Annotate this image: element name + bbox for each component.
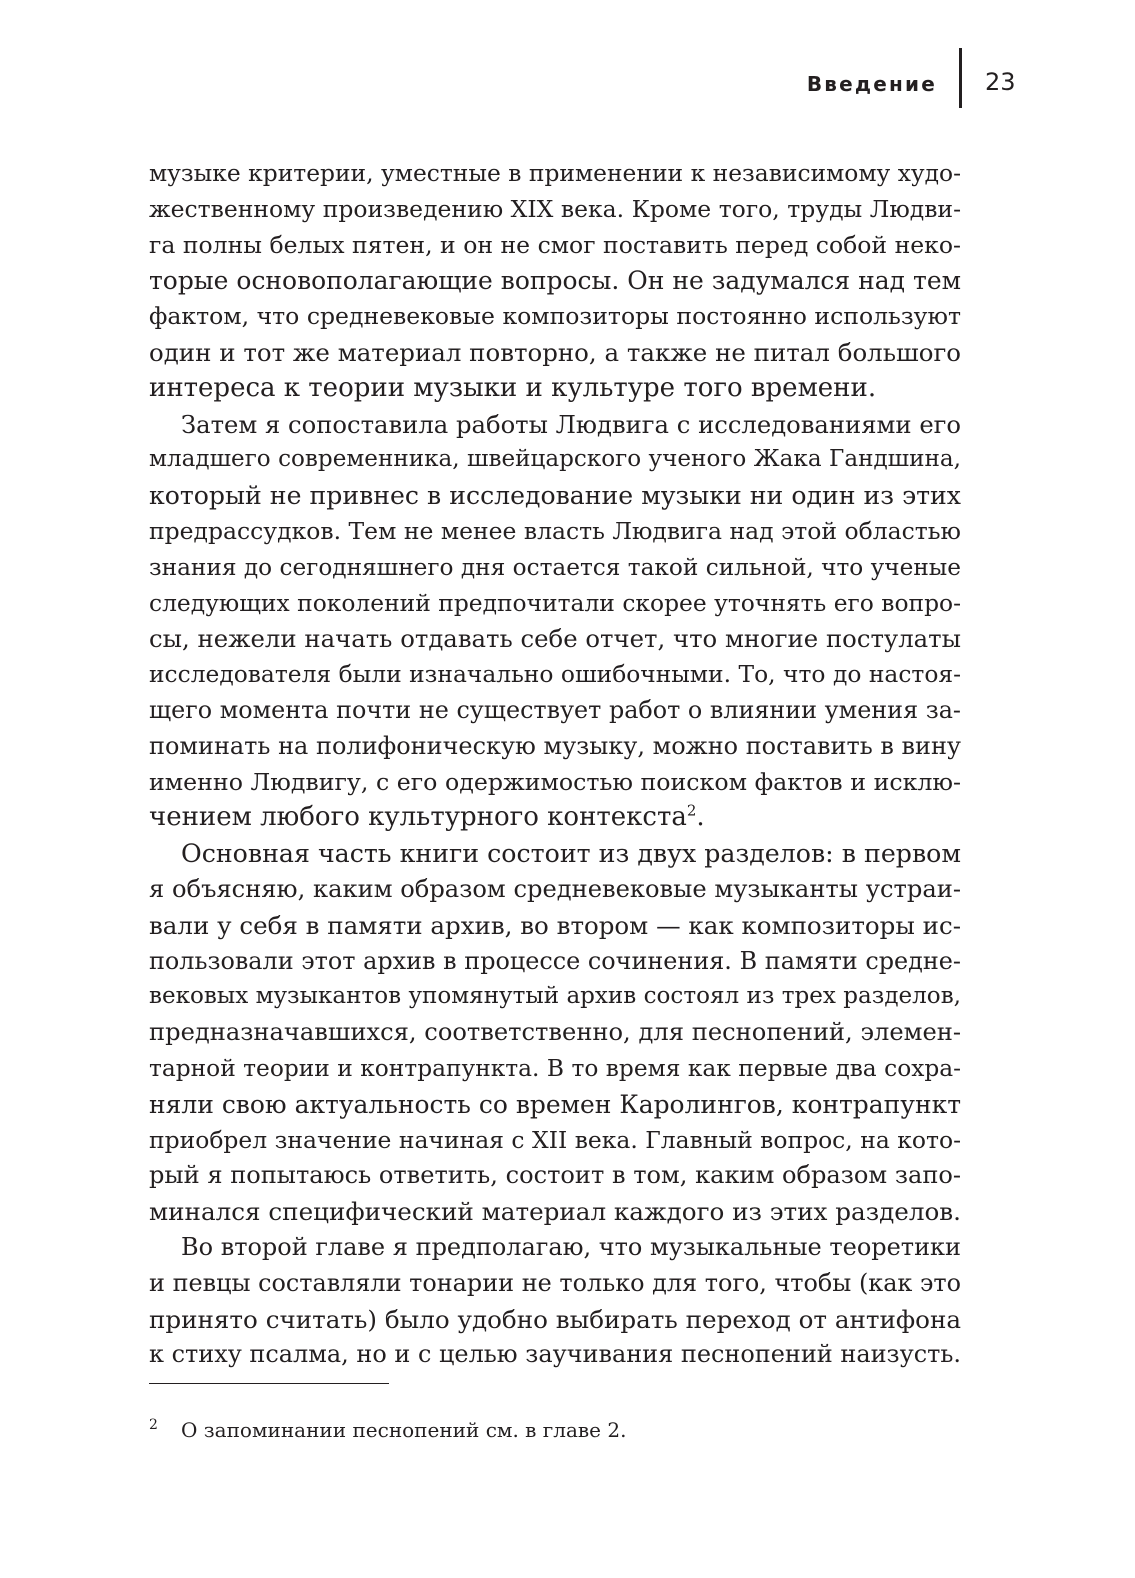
text-line: следующих поколений предпочитали скорее уточнять его вопро- [149,588,961,617]
text-line: исследователя были изначально ошибочными. То, что до настоя- [149,660,961,689]
text-line: младшего современника, швейцарского ученого Жака Гандшина, [149,446,961,473]
text-line: музыке критерии, уместные в применении к независимому худо- [149,159,961,187]
paragraph [149,836,961,1230]
text-line: именно Людвигу, с его одержимостью поиском фактов и исклю- [149,767,961,796]
text-line: и певцы составляли тонарии не только для того, чтобы (как это [149,1268,961,1297]
text-line: няли свою актуальность со времен Каролингов, контрапункт [149,1089,961,1119]
text-line: пользовали этот архив в процессе сочинения. В памяти средне- [149,946,961,975]
body-text [149,156,961,1373]
text-line [149,800,961,836]
running-head-divider [959,48,962,108]
text-line: тарной теории и контрапункта. В то время как первые два сохра- [149,1054,961,1082]
text-line: фактом, что средневековые композиторы постоянно используют [149,302,961,331]
footnote-separator [149,1383,389,1384]
text-line: один и тот же материал повторно, а также не питал большого [149,337,961,367]
running-head [0,48,1135,108]
text-line: я объясняю, каким образом средневековые музыканты устраи- [149,874,961,903]
text-line: предрассудков. Тем не менее власть Людвига над этой областью [149,516,961,545]
text-line: предназначавшихся, соответственно, для песнопений, элемен- [149,1018,961,1047]
text-line: Во второй главе я предполагаю, что музыкальные теоретики [181,1232,961,1261]
text-line: торые основополагающие вопросы. Он не задумался над тем [149,266,961,296]
text-line: принято считать) было удобно выбирать переход от антифона [149,1304,961,1334]
footnote: 2 О запоминании песнопений см. в главе 2. [149,1417,627,1442]
paragraph [149,156,961,407]
footnote-reference[interactable]: 2 [686,801,697,820]
text-line: рый я попытаюсь ответить, состоит в том, каким образом запо- [149,1161,961,1190]
text-line: интереса к теории музыки и культуре того времени. [149,372,877,403]
text-line-trailing: . [696,802,705,833]
text-line: который не привнес в исследование музыки ни один из этих [149,481,961,511]
paragraph [149,407,961,837]
text-line: га полны белых пятен, и он не смог поставить перед собой неко- [149,230,961,259]
text-line: щего момента почти не существует работ о влиянии умения за- [149,695,961,724]
text-line-content: чением любого культурного контекста [149,802,687,833]
text-line: минался специфический материал каждого из этих разделов. [149,1197,961,1227]
running-head-title: Введение [806,72,937,96]
footnote-text: О запоминании песнопений см. в главе 2. [181,1418,627,1442]
text-line: вали у себя в памяти архив, во втором — как композиторы ис- [149,910,961,940]
text-line: сы, нежели начать отдавать себе отчет, что многие постулаты [149,624,961,654]
page-number: 23 [985,68,1016,96]
text-line: Основная часть книги состоит из двух разделов: в первом [181,839,961,869]
text-line: вековых музыкантов упомянутый архив состоял из трех разделов, [149,983,961,1010]
text-line: приобрел значение начиная с XII века. Главный вопрос, на кото- [149,1125,961,1154]
text-line: знания до сегодняшнего дня остается такой сильной, что ученые [149,553,961,581]
paragraph [149,1230,961,1373]
text-line: поминать на полифоническую музыку, можно поставить в вину [149,731,961,760]
text-line: Затем я сопоставила работы Людвига с исследованиями его [181,409,961,439]
text-line: к стиху псалма, но и с целью заучивания песнопений наизусть. [149,1340,961,1369]
text-line: жественному произведению XIX века. Кроме того, труды Людви- [149,194,961,223]
